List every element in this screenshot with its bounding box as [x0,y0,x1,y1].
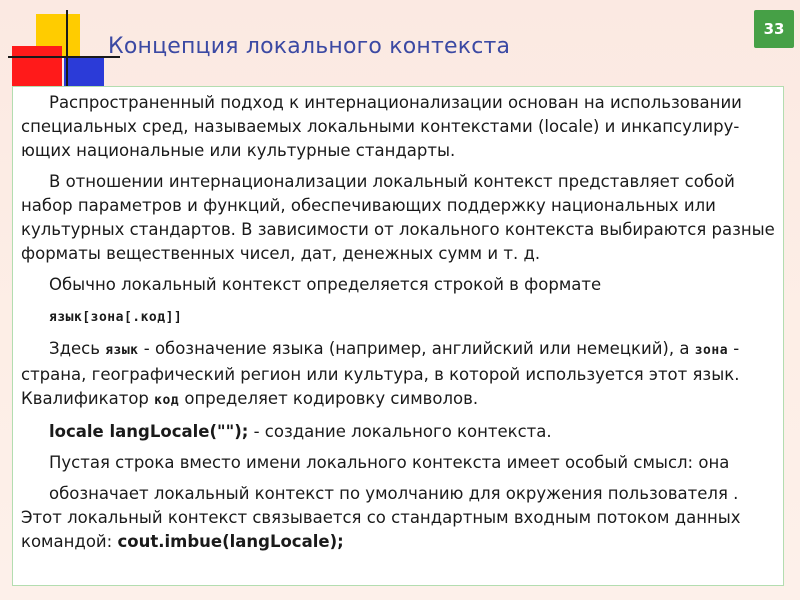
p6-text: - создание локального контекста. [248,422,552,441]
code-imbue: cout.imbue(langLocale); [117,532,344,551]
paragraph-2: В отношении интернационализации локальный контекст представляет собой набор параметров и функций, обеспечивающих поддержку национальных или культурных стандартов. В зависимости от локального контекста выбираются разные форматы вещественных чисел, дат, денежных сумм и т. д. [21,172,775,263]
paragraph-3: Обычно локальный контекст определяется строкой в формате [49,275,602,294]
p5-text-d: определяет кодировку символов. [179,389,479,408]
p5-text-b: - обозначение языка (например, английский или немецкий), а [138,339,695,358]
p5-text-a: Здесь [49,339,106,358]
slide-title: Концепция локального контекста [108,34,511,59]
page-number-badge: 33 [754,10,794,48]
code-kod: код [154,393,180,408]
code-yazyk: язык [105,343,139,358]
paragraph-6 [21,420,775,444]
paragraph-8 [21,482,775,554]
format-code: язык[зона[.код]] [49,310,183,325]
content-box [12,86,784,586]
paragraph-format [21,304,775,330]
logo-horizontal-line [8,56,120,58]
paragraph-7: Пустая строка вместо имени локального контекста имеет особый смысл: она [49,453,730,472]
paragraph-5 [21,337,775,413]
code-zona: зона [694,343,729,358]
code-locale-decl: locale langLocale(""); [49,422,249,441]
p5-text-c: - страна, географический регион или культура, в которой используется этот язык. Квалификатор [21,339,740,408]
paragraph-1: Распространенный подход к интернационализации основан на использовании специальных сред, называемых локальными контекстами (locale) и инкапсулиру-ющих национальные или культурные стандарты. [21,93,742,160]
p8-text: обозначает локальный контекст по умолчанию для окружения пользователя . Этот локальный контекст связывается со стандартным входным потоком данных командой: [21,484,741,551]
